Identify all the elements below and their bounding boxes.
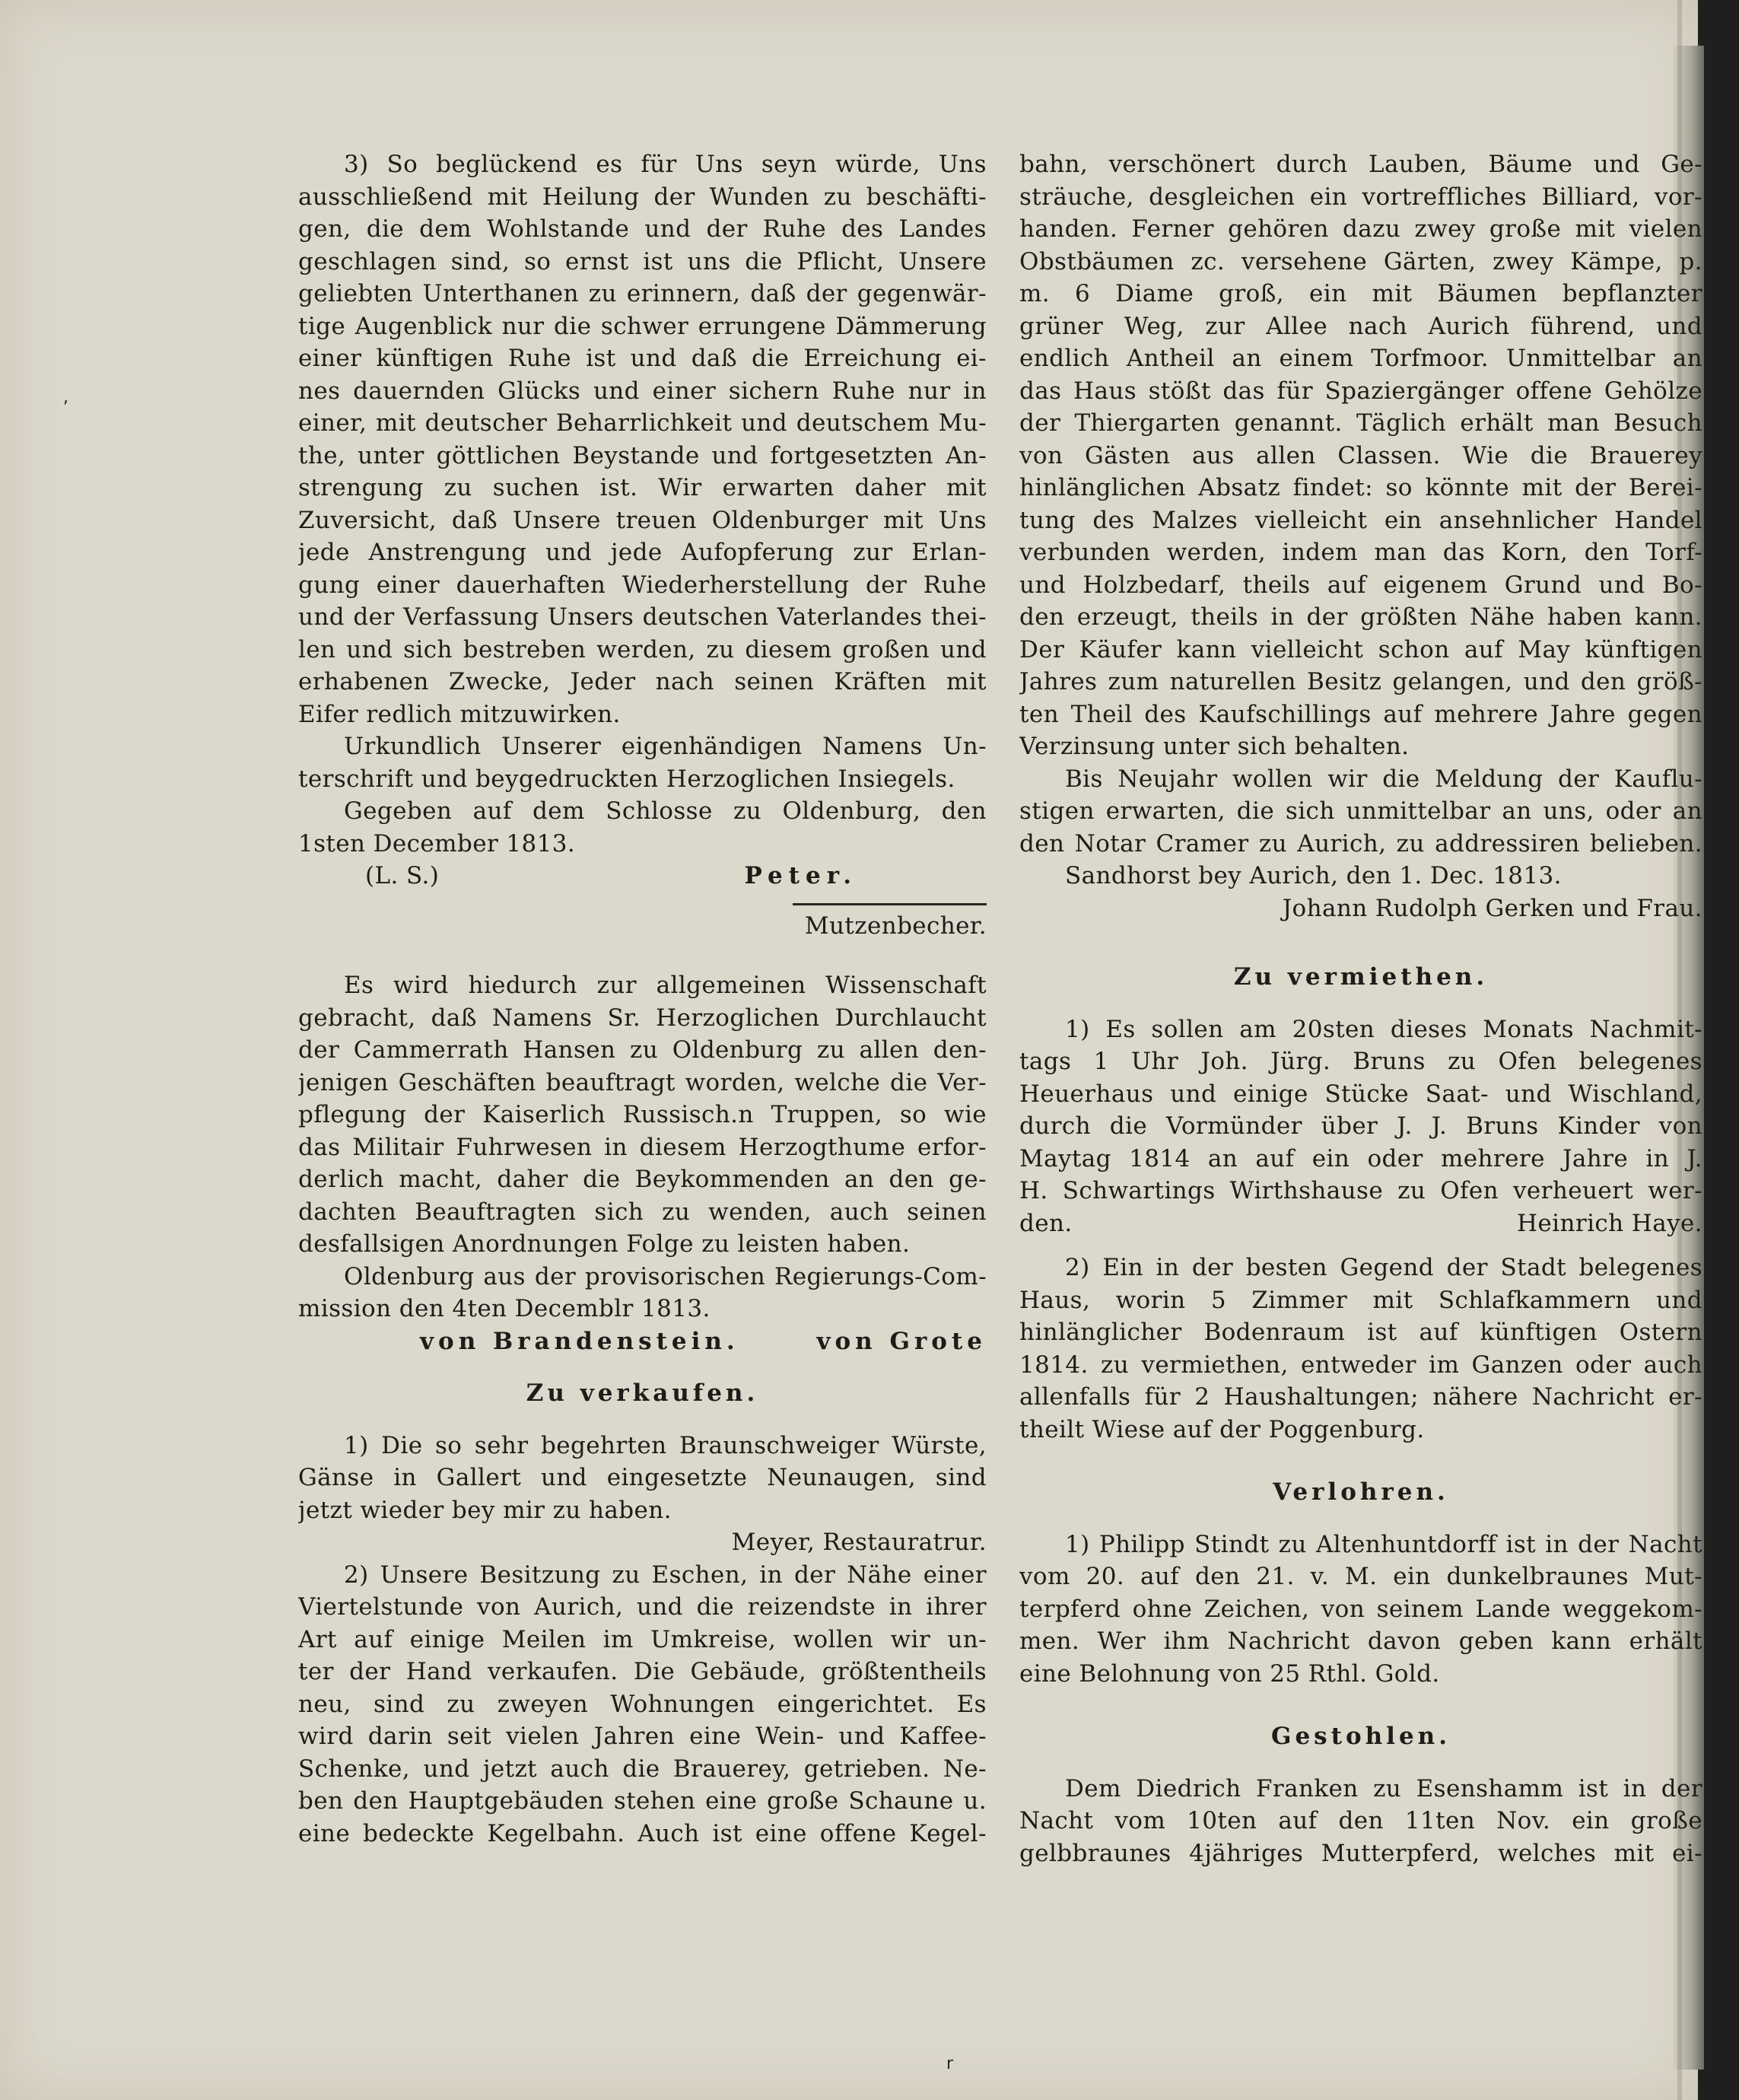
text-line: gelbbraunes 4jähriges Mutterpferd, welches mit ei- xyxy=(1019,1839,1702,1867)
lost-item-1 xyxy=(1019,1529,1702,1691)
text-line: den Notar Cramer zu Aurich, zu addressiren belieben. xyxy=(1019,829,1702,858)
text-line: von Gästen aus allen Classen. Wie die Brauerey xyxy=(1019,441,1702,469)
text-line: pflegung der Kaiserlich Russisch.n Truppen, so wie xyxy=(298,1101,987,1128)
text-line: gen, die dem Wohlstande und der Ruhe des Landes xyxy=(298,215,987,243)
text-line: theilt Wiese auf der Poggenburg. xyxy=(1019,1415,1425,1443)
text-line: handen. Ferner gehören dazu zwey große mit vielen xyxy=(1019,215,1702,243)
text-line: m. 6 Diame groß, ein mit Bäumen bepflanzter xyxy=(1019,280,1702,307)
text-line: grüner Weg, zur Allee nach Aurich führend, und xyxy=(1019,312,1702,340)
text-line: 2) Unsere Besitzung zu Eschen, in der Nähe einer xyxy=(344,1561,987,1589)
text-line: bahn, verschönert durch Lauben, Bäume und Ge- xyxy=(1019,151,1702,178)
right-column xyxy=(1019,148,1702,1869)
text-line: 1) Es sollen am 20sten dieses Monats Nachmit- xyxy=(1065,1015,1702,1043)
text-line: einer künftigen Ruhe ist und daß die Erreichung ei- xyxy=(298,345,987,372)
sale-item-1 xyxy=(298,1430,987,1559)
text-line: 1) Die so sehr begehrten Braunschweiger Würste, xyxy=(344,1431,987,1459)
text-line: den. xyxy=(1019,1209,1073,1237)
text-line: geschlagen sind, so ernst ist uns die Pflicht, Unsere xyxy=(298,247,987,275)
text-line: der Cammerrath Hansen zu Oldenburg zu allen den- xyxy=(298,1036,987,1064)
scan-background xyxy=(1698,0,1739,2100)
text-line: Obstbäumen zc. versehene Gärten, zwey Kämpe, p. xyxy=(1019,247,1702,275)
text-line: und der Verfassung Unsers deutschen Vaterlandes thei- xyxy=(298,603,987,631)
text-line: geliebten Unterthanen zu erinnern, daß der gegenwär- xyxy=(298,280,987,307)
sale-contact-paragraph xyxy=(1019,763,1702,925)
text-line: und Holzbedarf, theils auf eigenem Grund und Bo- xyxy=(1019,571,1702,599)
text-line: men. Wer ihm Nachricht davon geben kann erhält xyxy=(1019,1628,1702,1655)
sale-item-2 xyxy=(298,1559,987,1850)
text-line: mission den 4ten Decemblr 1813. xyxy=(298,1295,711,1322)
text-line: terpferd ohne Zeichen, von seinem Lande weggekom- xyxy=(1019,1595,1702,1623)
text-line: 1814. zu vermiethen, entweder im Ganzen oder auch xyxy=(1019,1351,1702,1379)
text-line: len und sich bestreben werden, zu diesem großen und xyxy=(298,635,987,663)
text-line: 1) Philipp Stindt zu Altenhuntdorff ist in der Nacht xyxy=(1065,1530,1702,1558)
text-line: Es wird hiedurch zur allgemeinen Wissenschaft xyxy=(344,972,987,999)
text-line: jenigen Geschäften beauftragt worden, welche die Ver- xyxy=(298,1068,987,1096)
text-line: Maytag 1814 an auf ein oder mehrere Jahre in J. xyxy=(1019,1144,1702,1172)
margin-mark: r xyxy=(946,2054,954,2073)
rent-item-1 xyxy=(1019,1013,1702,1240)
advertiser-name: Meyer, Restauratrur. xyxy=(731,1529,987,1556)
text-line: Gänse in Gallert und eingesetzte Neunaugen, sind xyxy=(298,1464,987,1491)
text-line: verbunden werden, indem man das Korn, den Torf- xyxy=(1019,539,1702,566)
rent-item-2 xyxy=(1019,1252,1702,1446)
seal-signature-row xyxy=(298,860,987,892)
text-line: Bis Neujahr wollen wir die Meldung der Kauflu- xyxy=(1065,765,1702,793)
section-heading-sale: Zu verkaufen. xyxy=(526,1379,759,1407)
left-column xyxy=(298,148,987,1850)
advertiser-name: Johann Rudolph Gerken und Frau. xyxy=(1282,894,1702,922)
text-line: Urkundlich Unserer eigenhändigen Namens Un- xyxy=(344,733,987,760)
text-line: jetzt wieder bey mir zu haben. xyxy=(298,1496,672,1524)
text-line: Zuversicht, daß Unsere treuen Oldenburger mit Uns xyxy=(298,506,987,534)
text-line: das Militair Fuhrwesen in diesem Herzogthume erfor- xyxy=(298,1133,987,1161)
text-line: neu, sind zu zweyen Wohnungen eingerichtet. Es xyxy=(298,1690,987,1718)
text-line: 3) So beglückend es für Uns seyn würde, Uns xyxy=(344,151,987,178)
text-line: Verzinsung unter sich behalten. xyxy=(1019,733,1410,760)
section-heading-rent: Zu vermiethen. xyxy=(1233,963,1489,991)
seal-mark: (L. S.) xyxy=(365,862,440,889)
text-line: allenfalls für 2 Haushaltungen; nähere Nachricht er- xyxy=(1019,1383,1702,1411)
notice-paragraph xyxy=(298,969,987,1261)
text-line: Sandhorst bey Aurich, den 1. Dec. 1813. xyxy=(1065,862,1562,889)
section-heading-stolen: Gestohlen. xyxy=(1270,1723,1451,1750)
countersign-name: Mutzenbecher. xyxy=(804,912,987,940)
text-line: einer, mit deutscher Beharrlichkeit und deutschem Mu- xyxy=(298,409,987,437)
text-line: nes dauernden Glücks und einer sichern Ruhe nur in xyxy=(298,377,987,405)
signer-name: von Grote xyxy=(816,1327,987,1355)
text-line: vom 20. auf den 21. v. M. ein dunkelbraunes Mut- xyxy=(1019,1563,1702,1590)
text-line: Viertelstunde von Aurich, und die reizendste in ihrer xyxy=(298,1593,987,1621)
text-line: Nacht vom 10ten auf den 11ten Nov. ein große xyxy=(1019,1807,1702,1834)
text-line: 2) Ein in der besten Gegend der Stadt belegenes xyxy=(1065,1254,1702,1281)
text-line: Jahres zum naturellen Besitz gelangen, und den größ- xyxy=(1019,668,1702,695)
text-line: H. Schwartings Wirthshause zu Ofen verheuert wer- xyxy=(1019,1177,1702,1204)
text-line: Oldenburg aus der provisorischen Regierungs-Com- xyxy=(344,1262,987,1290)
signer-name: Peter. xyxy=(744,862,857,889)
text-line: 1sten December 1813. xyxy=(298,829,576,858)
text-line: desfallsigen Anordnungen Folge zu leisten haben. xyxy=(298,1230,911,1258)
commission-paragraph xyxy=(298,1261,987,1325)
text-line: Gegeben auf dem Schlosse zu Oldenburg, den xyxy=(344,797,987,825)
text-line: eine Belohnung von 25 Rthl. Gold. xyxy=(1019,1659,1440,1688)
sale-item-2-continued xyxy=(1019,148,1702,763)
attestation-paragraph xyxy=(298,730,987,795)
text-line: Schenke, und jetzt auch die Brauerey, getrieben. Ne- xyxy=(298,1755,987,1783)
text-line: gebracht, daß Namens Sr. Herzoglichen Durchlaucht xyxy=(298,1004,987,1032)
signer-name: von Brandenstein. xyxy=(420,1327,739,1355)
text-line: ausschließend mit Heilung der Wunden zu beschäfti- xyxy=(298,183,987,211)
commission-signatures xyxy=(298,1325,987,1358)
text-line: den erzeugt, theils in der größten Nähe haben kann. xyxy=(1019,603,1702,631)
text-line: gung einer dauerhaften Wiederherstellung der Ruhe xyxy=(298,571,987,599)
text-line: durch die Vormünder über J. J. Bruns Kinder von xyxy=(1019,1112,1702,1140)
text-line: Der Käufer kann vielleicht schon auf May künftigen xyxy=(1019,635,1702,663)
text-line: jede Anstrengung und jede Aufopferung zur Erlan- xyxy=(298,539,987,566)
text-line: das Haus stößt das für Spaziergänger offene Gehölze xyxy=(1019,377,1702,405)
text-line: wird darin seit vielen Jahren eine Wein- und Kaffee- xyxy=(298,1723,987,1750)
given-at-paragraph xyxy=(298,795,987,860)
text-line: hinlänglicher Bodenraum ist auf künftigen Ostern xyxy=(1019,1319,1702,1346)
text-line: erhabenen Zwecke, Jeder nach seinen Kräften mit xyxy=(298,668,987,695)
signature-rule xyxy=(793,903,987,905)
text-line: the, unter göttlichen Beystande und fortgesetzten An- xyxy=(298,441,987,469)
text-line: derlich macht, daher die Beykommenden an den ge- xyxy=(298,1166,987,1193)
text-line: tige Augenblick nur die schwer errungene Dämmerung xyxy=(298,312,987,340)
text-line: ben den Hauptgebäuden stehen eine große Schaune u. xyxy=(298,1787,987,1815)
text-line: terschrift und beygedruckten Herzoglichen Insiegels. xyxy=(298,765,955,793)
text-line: Dem Diedrich Franken zu Esenshamm ist in der xyxy=(1065,1774,1702,1803)
decree-paragraph xyxy=(298,148,987,730)
stolen-item-1 xyxy=(1019,1773,1702,1870)
text-line: Heuerhaus und einige Stücke Saat- und Wischland, xyxy=(1019,1080,1702,1108)
text-line: stigen erwarten, die sich unmittelbar an uns, oder an xyxy=(1019,797,1702,825)
text-line: Art auf einige Meilen im Umkreise, wollen wir un- xyxy=(298,1625,987,1653)
text-line: der Thiergarten genannt. Täglich erhält man Besuch xyxy=(1019,409,1702,437)
text-line: ten Theil des Kaufschillings auf mehrere Jahre gegen xyxy=(1019,700,1702,728)
text-line: tung des Malzes vielleicht ein ansehnlicher Handel xyxy=(1019,506,1702,534)
margin-mark: , xyxy=(63,388,68,407)
text-line: ter der Hand verkaufen. Die Gebäude, größtentheils xyxy=(298,1658,987,1685)
text-line: strengung zu suchen ist. Wir erwarten daher mit xyxy=(298,474,987,501)
advertiser-name: Heinrich Haye. xyxy=(1516,1209,1702,1237)
text-line: hinlänglichen Absatz findet: so könnte mit der Berei- xyxy=(1019,474,1702,501)
text-line: eine bedeckte Kegelbahn. Auch ist eine offene Kegel- xyxy=(298,1819,987,1847)
text-line: sträuche, desgleichen ein vortreffliches Billiard, vor- xyxy=(1019,183,1702,211)
text-line: Eifer redlich mitzuwirken. xyxy=(298,700,621,728)
text-line: Haus, worin 5 Zimmer mit Schlafkammern und xyxy=(1019,1286,1702,1314)
text-line: tags 1 Uhr Joh. Jürg. Bruns zu Ofen belegenes xyxy=(1019,1048,1702,1075)
text-line: dachten Beauftragten sich zu wenden, auch seinen xyxy=(298,1198,987,1226)
section-heading-lost: Verlohren. xyxy=(1273,1478,1449,1506)
text-line: endlich Antheil an einem Torfmoor. Unmittelbar an xyxy=(1019,345,1702,372)
